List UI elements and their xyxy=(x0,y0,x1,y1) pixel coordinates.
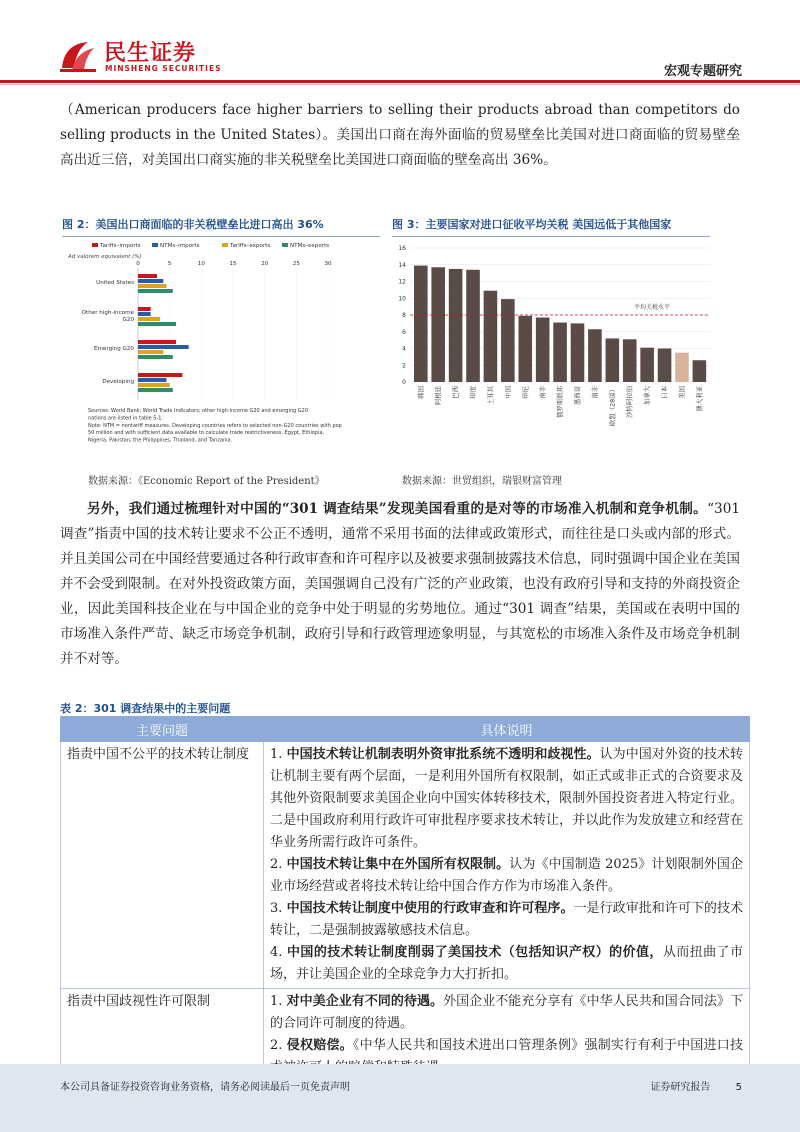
item-bold: 中国的技术转让制度削弱了美国技术（包括知识产权）的价值， xyxy=(286,945,663,960)
header-divider-light xyxy=(0,84,800,85)
table2-caption: 表 2：301 调查结果中的主要问题 xyxy=(60,702,231,715)
item-number: 3. xyxy=(270,901,283,916)
x-tick-label: 5 xyxy=(167,261,172,267)
table-cell-issue: 指责中国歧视性许可限制 xyxy=(61,989,264,1082)
bar xyxy=(536,318,550,382)
section-title: 宏观专题研究 xyxy=(663,64,742,79)
legend-swatch xyxy=(92,243,98,247)
item-text: 认为《中国制造 2025》计划限制外国企业市场经营或者将技术转让给中国合作方作为市场准入条件。 xyxy=(270,857,743,894)
table-cell-issue: 指责中国不公平的技术转让制度 xyxy=(61,742,264,989)
category-label: 印尼 xyxy=(521,386,530,399)
category-label: 南非 xyxy=(538,386,547,399)
category-label: 韩国 xyxy=(416,386,425,399)
x-tick-label: 25 xyxy=(292,261,300,267)
table-header-issue: 主要问题 xyxy=(61,717,264,742)
logo-mark-icon xyxy=(58,38,98,74)
category-label: 南非 xyxy=(590,386,599,399)
bar xyxy=(431,267,445,382)
company-logo xyxy=(58,36,228,78)
footer-disclaimer: 本公司具备证券投资咨询业务资格，请务必阅读最后一页免责声明 xyxy=(60,1082,350,1093)
bar xyxy=(501,299,515,382)
bar xyxy=(466,270,480,382)
item-text: 《中华人民共和国技术进出口管理条例》强制实行有利于中国进口技 xyxy=(352,1038,743,1053)
category-label: 美国 xyxy=(677,386,686,399)
footnote-line: Nigeria, Pakistan, the Philippines, Thailand, and Tanzania. xyxy=(88,437,233,444)
table-cell-details xyxy=(264,742,750,989)
list-item xyxy=(270,744,743,854)
x-tick-label: 15 xyxy=(229,261,237,267)
bar xyxy=(658,349,672,383)
paragraph2-body: “301 调查”指责中国的技术转让要求不公正不透明，通常不采用书面的法律或政策形式，而往往是口头或内部的形式。并且美国公司在中国经营要通过各种行政审查和许可程序以及被要求强制披露技术信息，同时强调中国企业在美国并不会受到限制。在对外投资政策方面，美国强调自己没有广泛的产业政策，也没有政府引导和支持的外商投资企业，因此美国科技企业在与中国企业的竞争中处于明显的劣势地位。通过“301 调查”结果，美国或在表明中国的市场准入条件严苛、缺乏市场竞争机制，政府引导和行政管理迹象明显，与其宽松的市场准入条件及市场竞争机制并不对等。 xyxy=(60,501,740,667)
bar xyxy=(138,322,176,326)
table-header-row xyxy=(61,717,750,742)
bar xyxy=(138,317,160,321)
figure2-axis-label: Ad valorem equivalent (%) xyxy=(68,254,142,260)
bar xyxy=(640,348,654,382)
list-item xyxy=(270,854,743,898)
item-text: 外国企业不能充分享有《中华人民共和国合同法》下的合同许可制度的待遇。 xyxy=(270,994,743,1031)
table-row xyxy=(61,742,750,989)
bar xyxy=(588,329,602,382)
item-bold: 对中美企业有不同的待遇。 xyxy=(286,994,444,1009)
y-tick-label: 14 xyxy=(398,261,406,269)
category-label: United States xyxy=(96,280,134,286)
footer-report-type: 证券研究报告 xyxy=(650,1082,711,1093)
item-bold: 中国技术转让制度中使用的行政审查和许可程序。 xyxy=(286,901,574,916)
item-number: 2. xyxy=(270,1038,283,1053)
issues-table xyxy=(60,716,750,1082)
legend-swatch xyxy=(152,243,158,247)
y-tick-label: 10 xyxy=(398,295,406,303)
page-footer xyxy=(0,1064,800,1132)
bar xyxy=(553,323,567,382)
category-label: 加拿大 xyxy=(643,386,652,406)
category-label: 沙特阿拉伯 xyxy=(625,386,634,418)
y-tick-label: 8 xyxy=(402,312,406,319)
legend-swatch xyxy=(282,243,288,247)
legend-label: Tariffs–exports xyxy=(230,243,271,249)
logo-english-name: MINSHENG SECURITIES xyxy=(105,64,222,73)
category-label: 印度 xyxy=(469,386,478,399)
category-label: 中国 xyxy=(503,386,512,399)
body-paragraph-2 xyxy=(60,497,740,672)
figure2-chart xyxy=(62,238,380,452)
bar xyxy=(138,378,167,382)
footnote-line: 50 million and with sufficient data available to calculate trade restrictiveness: Egypt, Ethiopia, xyxy=(88,430,325,437)
bar xyxy=(138,289,173,293)
bar xyxy=(484,291,498,382)
bar xyxy=(138,350,163,354)
bar xyxy=(138,388,173,392)
list-item xyxy=(270,898,743,942)
bar xyxy=(138,284,167,288)
bar xyxy=(571,323,585,382)
bar xyxy=(414,266,428,382)
category-label: 日本 xyxy=(660,386,669,399)
item-text: 认为中国对外资的技术转让机制主要有两个层面，一是利用外国所有权限制，如正式或非正式的合资要求及其他外资限制要求美国企业向中国实体转移技术，限制外国投资者进入特定行业。二是中国政府利用行政许可审批程序要求技术转让，并以此作为发放建立和经营在华业务所需行政许可条件。 xyxy=(270,747,743,850)
item-number: 1. xyxy=(270,994,283,1009)
category-label: 欧盟（28国） xyxy=(608,386,617,427)
y-tick-label: 6 xyxy=(402,328,406,336)
footnote-line: Sources: World Bank; World Trade Indicators; other high-income G20 and emerging G20 xyxy=(88,408,309,414)
y-tick-label: 12 xyxy=(398,278,406,286)
bar xyxy=(623,339,637,382)
x-tick-label: 0 xyxy=(136,261,140,267)
bar xyxy=(138,312,151,316)
category-label: 墨西哥 xyxy=(573,386,582,406)
category-label: 俄罗斯联邦 xyxy=(556,386,565,418)
item-number: 1. xyxy=(270,747,283,762)
list-item xyxy=(270,942,743,986)
figure3-caption: 图 3：主要国家对进口征收平均关税 美国远低于其他国家 xyxy=(392,216,710,237)
figure2-caption: 图 2：美国出口商面临的非关税壁垒比进口高出 36% xyxy=(62,216,380,237)
x-tick-label: 30 xyxy=(324,261,332,267)
bar xyxy=(693,360,707,382)
footnote-line: nations are listed in table 5-1. xyxy=(88,415,164,422)
bar xyxy=(138,274,157,278)
figure3-chart xyxy=(392,238,712,452)
category-label: G20 xyxy=(122,317,134,323)
item-number: 4. xyxy=(270,945,283,960)
bar xyxy=(138,279,163,283)
bar xyxy=(138,383,170,387)
y-tick-label: 2 xyxy=(402,362,406,370)
item-bold: 中国技术转让集中在外国所有权限制。 xyxy=(286,857,510,872)
category-label: 澳大利亚 xyxy=(695,386,704,412)
category-label: 阿根廷 xyxy=(434,386,443,406)
y-tick-label: 0 xyxy=(402,379,406,386)
item-text: 从而扭曲了市场，并让美国企业的全球竞争力大打折扣。 xyxy=(270,945,743,982)
footer-right xyxy=(650,1078,742,1093)
item-bold: 侵权赔偿。 xyxy=(286,1038,353,1053)
bar xyxy=(138,307,151,311)
bar xyxy=(138,355,173,359)
category-label: 土耳其 xyxy=(486,386,495,406)
category-label: Emerging G20 xyxy=(93,346,134,352)
category-label: Developing xyxy=(102,379,134,385)
figure2-source: 数据来源：《Economic Report of the President》 xyxy=(88,476,325,487)
legend-label: Tariffs–imports xyxy=(100,243,141,249)
bar xyxy=(675,353,689,382)
legend-label: NTMs–imports xyxy=(160,243,200,249)
item-number: 2. xyxy=(270,857,283,872)
item-bold: 中国技术转让机制表明外资审批系统不透明和歧视性。 xyxy=(286,747,600,762)
list-item xyxy=(270,991,743,1035)
bar xyxy=(138,345,189,349)
bar xyxy=(449,269,463,382)
y-tick-label: 16 xyxy=(398,245,406,252)
page-number: 5 xyxy=(735,1082,742,1093)
intro-paragraph: （American producers face higher barriers to selling their products abroad than competitors do selling products in the United States）。美国出口商在海外面临的贸易壁垒比美国对进口商面临的贸易壁垒高出近三倍，对美国出口商实施的非关税壁垒比美国进口商面临的壁垒高出 36%。 xyxy=(60,102,740,168)
bar xyxy=(138,340,176,344)
figure3-source: 数据来源：世贸组织，瑞银财富管理 xyxy=(402,476,562,487)
legend-label: NTMs–exports xyxy=(290,243,330,249)
header-divider xyxy=(0,80,800,83)
logo-chinese-name: 民生证券 xyxy=(104,41,197,66)
category-label: Other high-income xyxy=(81,310,134,316)
footnote-line: Note: NTM = nontariff measures. Developing countries refers to selected non-G20 countries with pop xyxy=(88,422,342,429)
bar xyxy=(606,338,620,382)
bar xyxy=(518,316,532,382)
bar xyxy=(138,373,182,377)
category-label: 巴西 xyxy=(451,386,460,399)
legend-swatch xyxy=(222,243,228,247)
paragraph2-lead: 另外，我们通过梳理针对中国的“301 调查结果”发现美国看重的是对等的市场准入机制和竞争机制。 xyxy=(87,501,708,517)
item-text: 一是行政审批和许可下的技术转让，二是强制披露敏感技术信息。 xyxy=(270,901,743,938)
reference-line-label: 平均关税水平 xyxy=(633,304,671,311)
y-tick-label: 4 xyxy=(402,345,406,353)
x-tick-label: 10 xyxy=(197,261,205,267)
table-header-details: 具体说明 xyxy=(264,717,750,742)
x-tick-label: 20 xyxy=(261,261,269,267)
